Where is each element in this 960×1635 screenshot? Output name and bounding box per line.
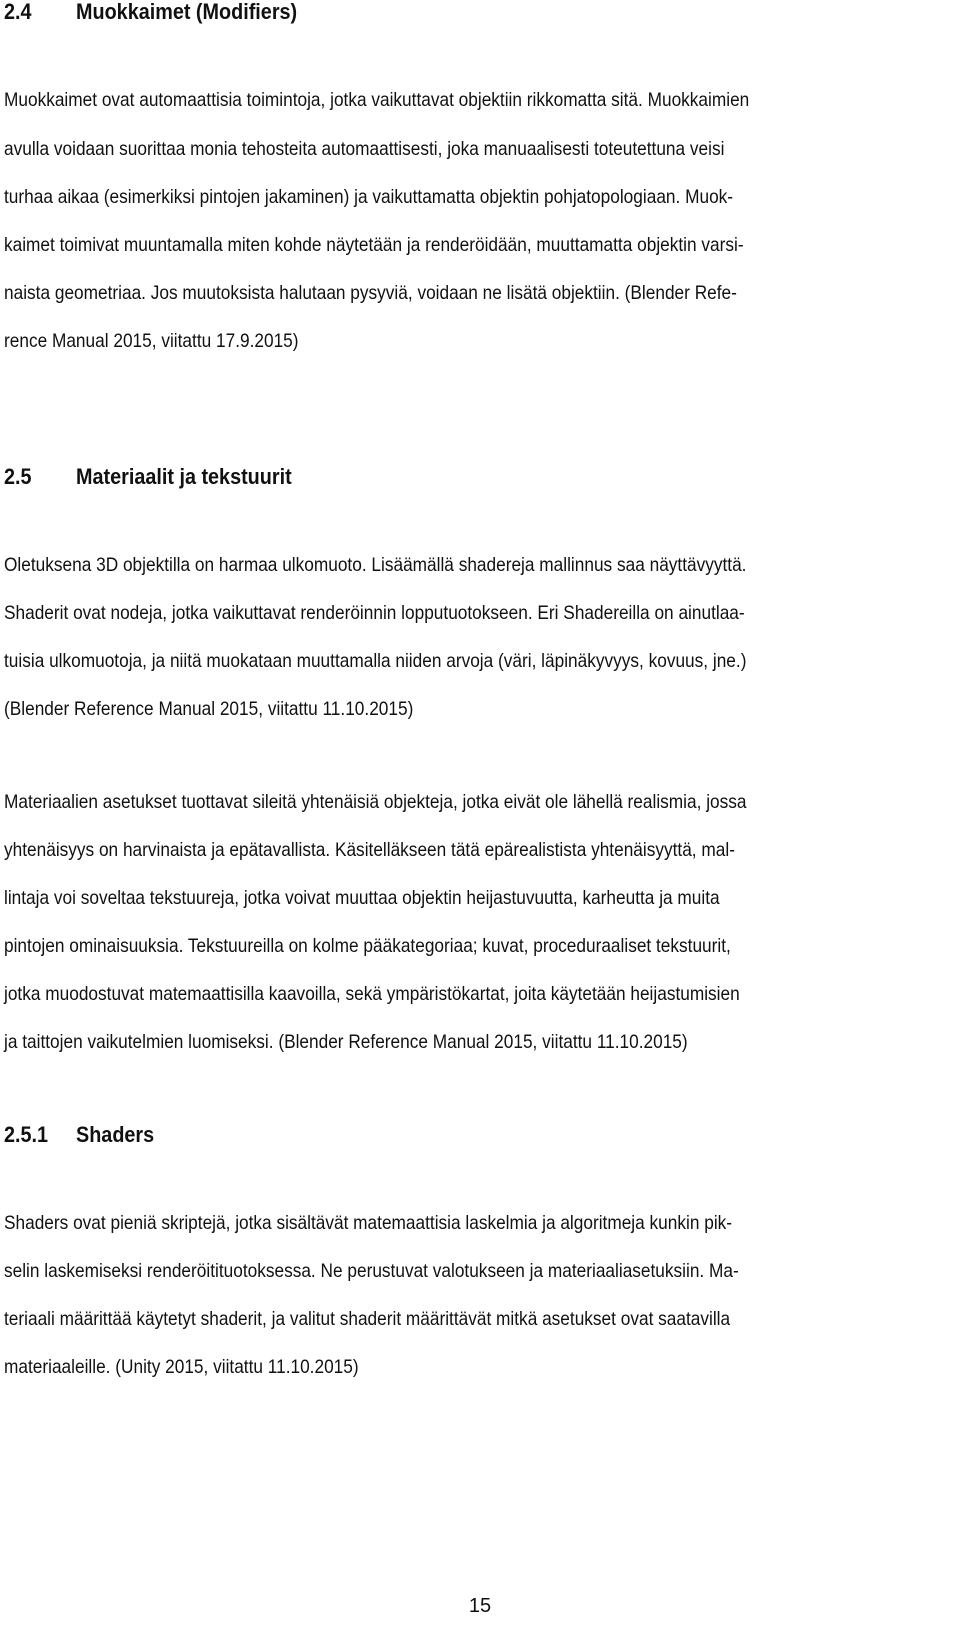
text-line: Muokkaimet ovat automaattisia toimintoja, jotka vaikuttavat objektiin rikkomatta sitä. Muokkaimien <box>4 89 750 111</box>
section-heading-2-5 <box>4 464 292 490</box>
section-number: 2.5 <box>4 464 32 489</box>
text-line: yhtenäisyys on harvinaista ja epätavallista. Käsitelläkseen tätä epärealistista yhtenäisyyttä, mal- <box>4 839 735 861</box>
text-line: kaimet toimivat muuntamalla miten kohde näytetään ja renderöidään, muuttamatta objektin varsi- <box>4 234 744 256</box>
text-line: pintojen ominaisuuksia. Tekstuureilla on kolme pääkategoriaa; kuvat, proceduraaliset tekstuurit, <box>4 935 731 957</box>
page-number: 15 <box>468 1595 492 1617</box>
section-title: Muokkaimet (Modifiers) <box>76 0 298 24</box>
text-line: ja taittojen vaikutelmien luomiseksi. (Blender Reference Manual 2015, viitattu 11.10.2015) <box>4 1031 688 1053</box>
text-line: materiaaleille. (Unity 2015, viitattu 11.10.2015) <box>4 1356 359 1378</box>
section-title: Shaders <box>76 1122 155 1147</box>
text-line: (Blender Reference Manual 2015, viitattu 11.10.2015) <box>4 698 414 720</box>
text-line: jotka muodostuvat matemaattisilla kaavoilla, sekä ympäristökartat, joita käytetään heijastumisien <box>4 983 740 1005</box>
section-heading-2-4 <box>4 0 297 25</box>
text-line: naista geometriaa. Jos muutoksista halutaan pysyviä, voidaan ne lisätä objektiin. (Blender Refe- <box>4 282 737 304</box>
text-line: Shaders ovat pieniä skriptejä, jotka sisältävät matemaattisia laskelmia ja algoritmeja kunkin pik- <box>4 1212 733 1234</box>
text-line: avulla voidaan suorittaa monia tehosteita automaattisesti, joka manuaalisesti toteutettuna veisi <box>4 138 725 160</box>
section-title: Materiaalit ja tekstuurit <box>76 464 292 489</box>
text-line: teriaali määrittää käytetyt shaderit, ja valitut shaderit määrittävät mitkä asetukset ovat saatavilla <box>4 1308 731 1330</box>
text-line: Shaderit ovat nodeja, jotka vaikuttavat renderöinnin lopputuotokseen. Eri Shadereilla on ainutlaa- <box>4 602 745 624</box>
section-number: 2.4 <box>4 0 32 24</box>
section-heading-2-5-1 <box>4 1122 154 1148</box>
text-line: Materiaalien asetukset tuottavat sileitä yhtenäisiä objekteja, jotka eivät ole lähellä realismia, jossa <box>4 791 747 813</box>
section-number: 2.5.1 <box>4 1122 49 1147</box>
text-line: tuisia ulkomuotoja, ja niitä muokataan muuttamalla niiden arvoja (väri, läpinäkyvyys, kovuus, jne.) <box>4 650 747 672</box>
text-line: lintaja voi soveltaa tekstuureja, jotka voivat muuttaa objektin heijastuvuutta, karheutta ja muita <box>4 887 720 909</box>
text-line: rence Manual 2015, viitattu 17.9.2015) <box>4 330 299 352</box>
text-line: selin laskemiseksi renderöitituotoksessa. Ne perustuvat valotukseen ja materiaaliasetuksiin. Ma- <box>4 1260 739 1282</box>
text-line: Oletuksena 3D objektilla on harmaa ulkomuoto. Lisäämällä shadereja mallinnus saa näyttävyyttä. <box>4 554 747 576</box>
text-line: turhaa aikaa (esimerkiksi pintojen jakaminen) ja vaikuttamatta objektin pohjatopologiaan. Muok- <box>4 186 734 208</box>
